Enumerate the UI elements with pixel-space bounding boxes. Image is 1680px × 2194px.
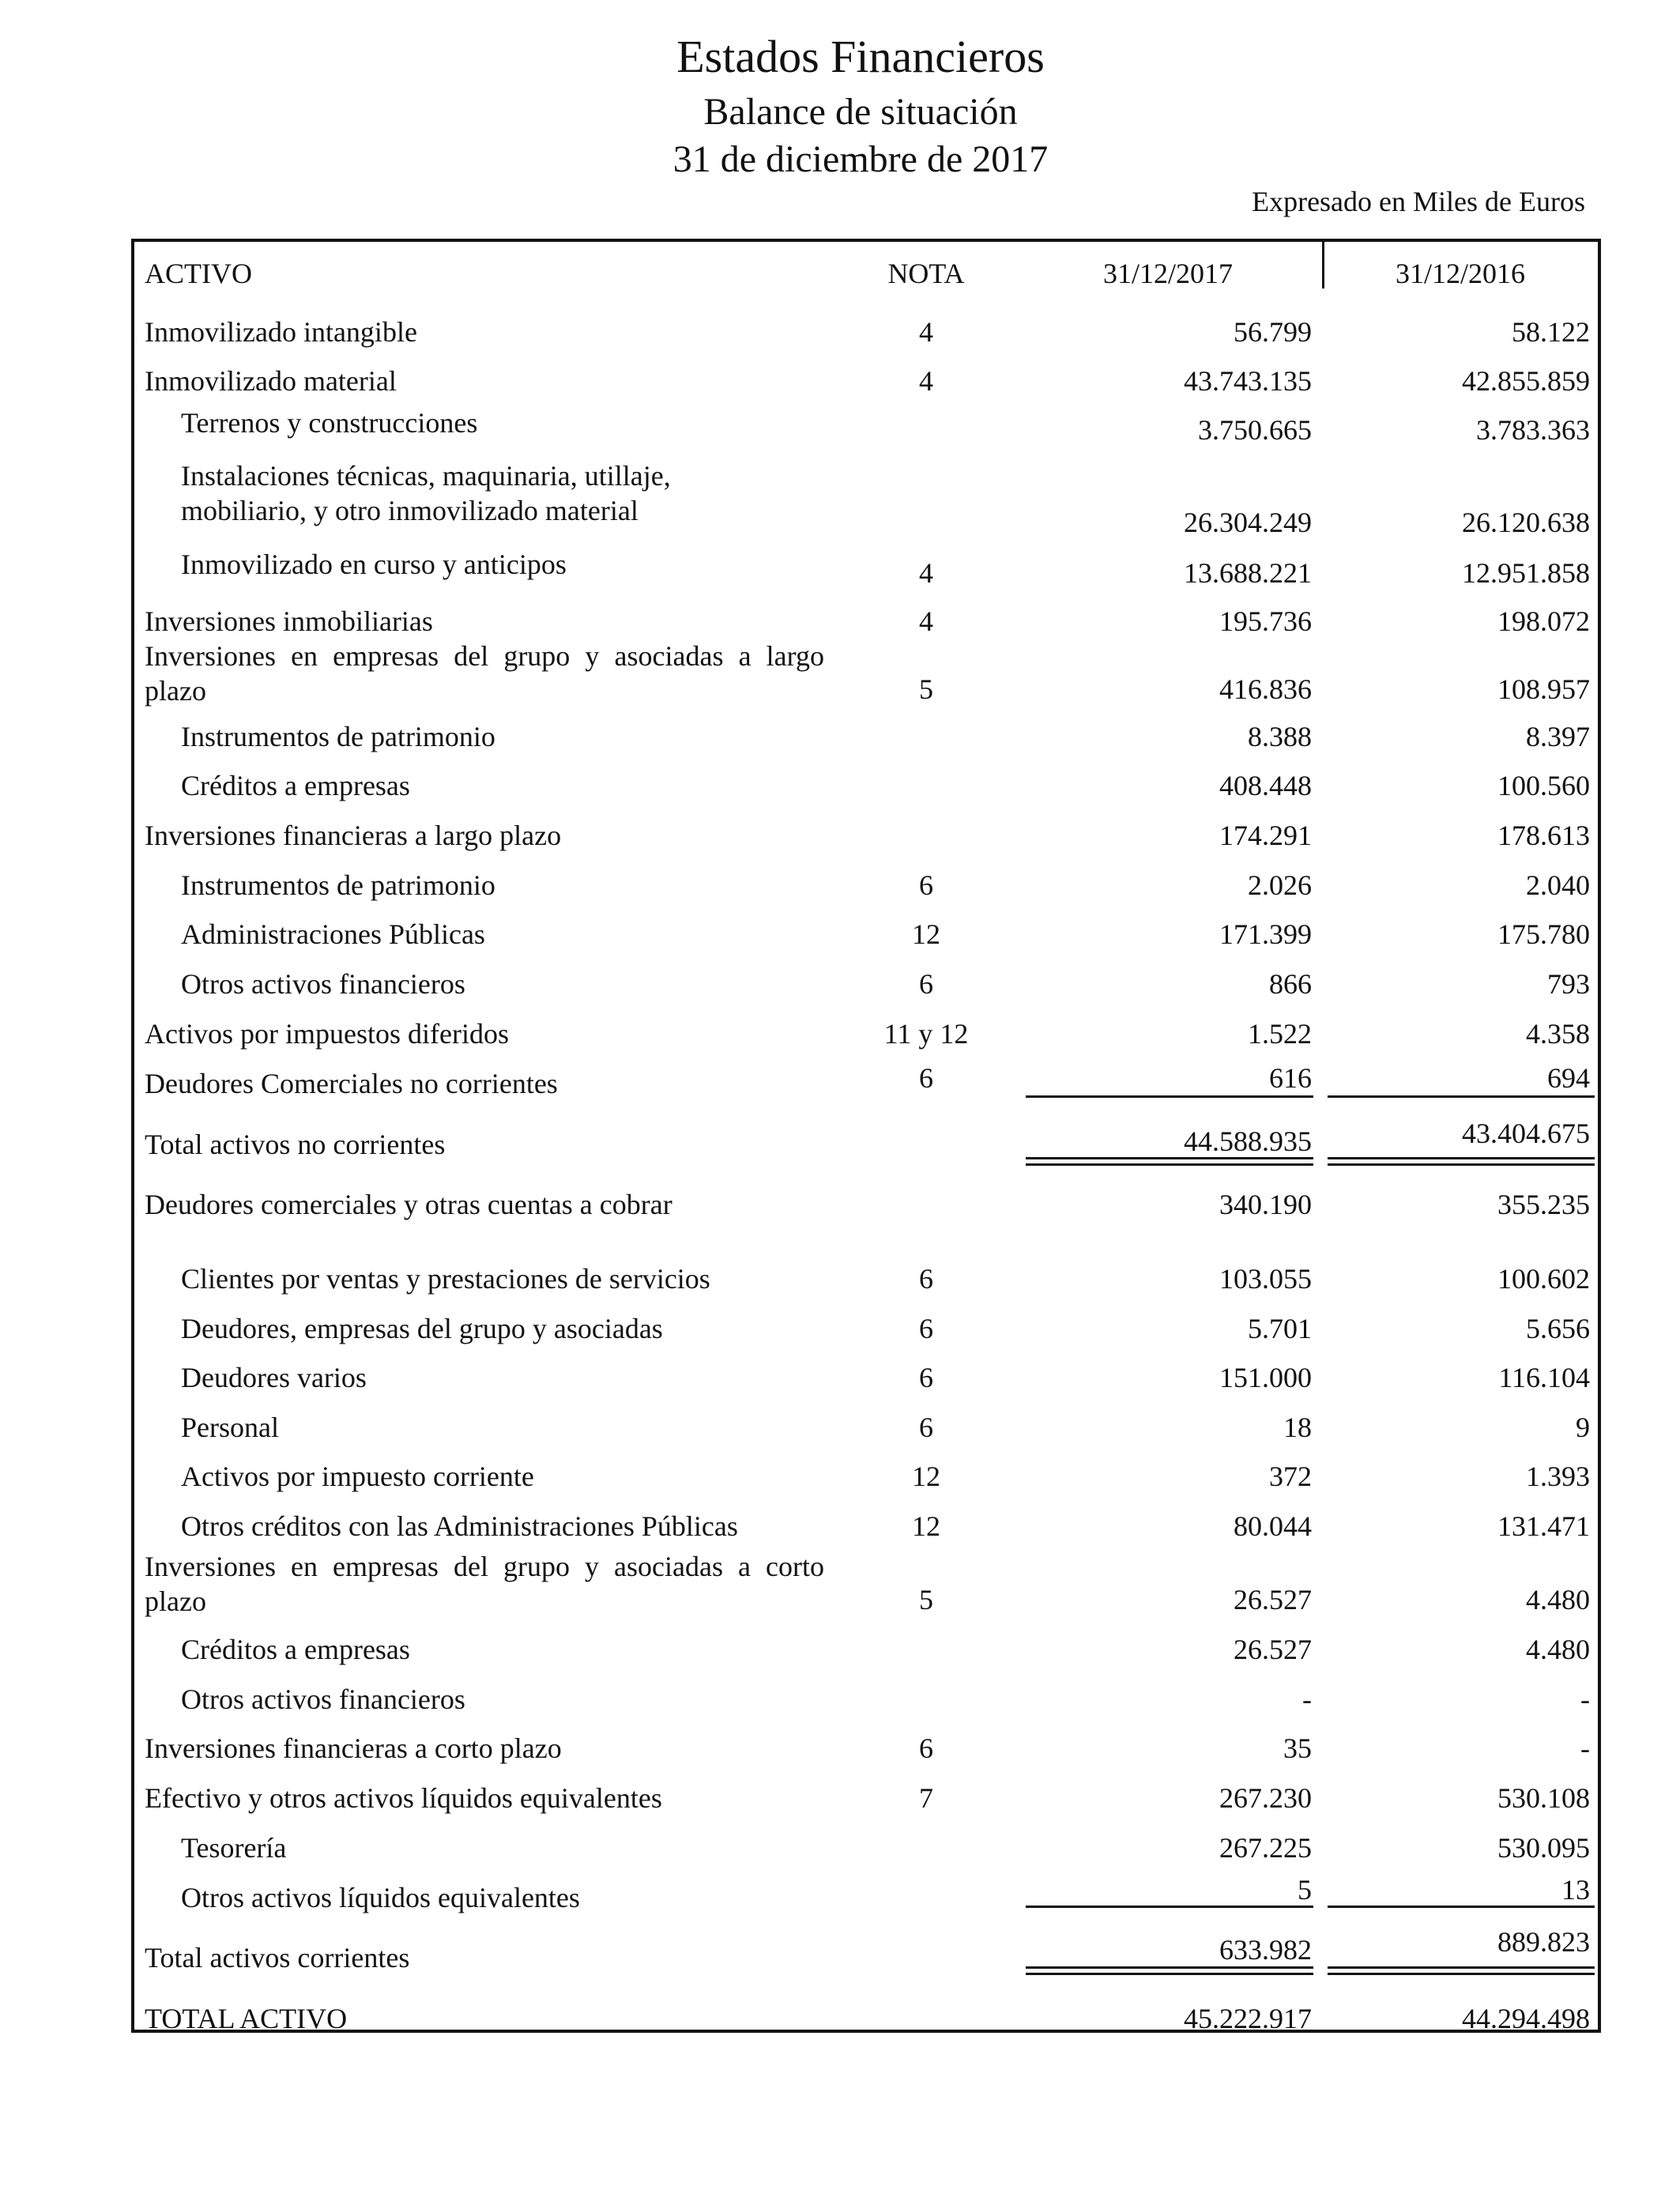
row-value-2016: 13 bbox=[1561, 1874, 1590, 1906]
row-value-2016: - bbox=[1580, 1683, 1590, 1715]
row-value-2017: 44.588.935 bbox=[1184, 1125, 1312, 1157]
row-value-2016: 3.783.363 bbox=[1476, 414, 1590, 446]
total-double-rule-2017 bbox=[1026, 1966, 1313, 1969]
document-date: 31 de diciembre de 2017 bbox=[672, 138, 1049, 180]
row-value-2016: 58.122 bbox=[1512, 316, 1590, 348]
document-title: Estados Financieros bbox=[676, 31, 1045, 82]
row-value-2017: - bbox=[1302, 1683, 1312, 1715]
row-label: Total activos no corrientes bbox=[145, 1129, 446, 1160]
row-nota: 6 bbox=[919, 1362, 933, 1393]
row-label: Otros activos financieros bbox=[181, 968, 465, 1000]
row-value-2017: 5.701 bbox=[1248, 1313, 1312, 1344]
row-label: Terrenos y construcciones bbox=[181, 407, 478, 439]
row-label: Instalaciones técnicas, maquinaria, utillaje, bbox=[181, 460, 671, 492]
row-nota: 12 bbox=[912, 918, 940, 950]
row-value-2017: 35 bbox=[1283, 1732, 1312, 1764]
row-value-2016: 8.397 bbox=[1526, 721, 1590, 752]
row-value-2016: 198.072 bbox=[1497, 605, 1590, 637]
total-double-rule-2017 bbox=[1026, 1157, 1313, 1159]
row-label: Personal bbox=[181, 1412, 279, 1443]
row-value-2017: 416.836 bbox=[1219, 673, 1312, 705]
row-label: Inversiones financieras a corto plazo bbox=[145, 1732, 562, 1764]
row-label: Inversiones en empresas del grupo y asociadas a largo plazo bbox=[145, 640, 824, 707]
row-value-2017: 267.230 bbox=[1219, 1782, 1312, 1814]
row-value-2017: 26.304.249 bbox=[1184, 507, 1312, 538]
row-nota: 4 bbox=[919, 557, 933, 589]
row-label: Tesorería bbox=[181, 1832, 287, 1864]
sum-rule-2016 bbox=[1328, 1906, 1595, 1908]
row-label: Clientes por ventas y prestaciones de servicios bbox=[181, 1263, 710, 1295]
row-value-2016: 889.823 bbox=[1497, 1926, 1590, 1958]
column-header-nota: NOTA bbox=[887, 258, 965, 289]
row-value-2017: 43.743.135 bbox=[1184, 365, 1312, 397]
row-value-2016: 26.120.638 bbox=[1462, 507, 1590, 538]
row-nota: 6 bbox=[919, 1062, 933, 1094]
row-nota: 6 bbox=[919, 1412, 933, 1443]
row-value-2017: 372 bbox=[1269, 1461, 1312, 1492]
row-label: Efectivo y otros activos líquidos equivalentes bbox=[145, 1782, 662, 1814]
row-value-2017: 45.222.917 bbox=[1184, 2003, 1312, 2034]
row-value-2016: 43.404.675 bbox=[1462, 1118, 1590, 1149]
row-nota: 4 bbox=[919, 365, 933, 397]
row-nota: 12 bbox=[912, 1510, 940, 1542]
row-label: Créditos a empresas bbox=[181, 1634, 410, 1665]
row-value-2017: 56.799 bbox=[1234, 316, 1312, 348]
row-label: Otros activos líquidos equivalentes bbox=[181, 1882, 580, 1913]
row-label: Instrumentos de patrimonio bbox=[181, 721, 495, 752]
row-value-2016: 530.095 bbox=[1497, 1832, 1590, 1864]
row-label: Activos por impuestos diferidos bbox=[145, 1018, 509, 1050]
total-double-rule-2016 bbox=[1328, 1163, 1595, 1166]
row-value-2016: 5.656 bbox=[1526, 1313, 1590, 1344]
row-nota: 11 y 12 bbox=[883, 1018, 969, 1050]
row-label: Instrumentos de patrimonio bbox=[181, 869, 495, 901]
row-value-2017: 80.044 bbox=[1234, 1510, 1312, 1542]
row-label: Activos por impuesto corriente bbox=[181, 1461, 534, 1492]
row-value-2017: 8.388 bbox=[1248, 721, 1312, 752]
row-nota: 7 bbox=[919, 1782, 933, 1814]
row-label: Otros activos financieros bbox=[181, 1683, 465, 1715]
row-nota: 5 bbox=[919, 673, 933, 705]
total-double-rule-2017 bbox=[1026, 1973, 1313, 1975]
row-value-2016: 694 bbox=[1547, 1062, 1590, 1094]
row-label: Créditos a empresas bbox=[181, 770, 410, 801]
row-nota: 5 bbox=[919, 1584, 933, 1615]
row-nota: 6 bbox=[919, 1313, 933, 1344]
column-header-activo: ACTIVO bbox=[145, 258, 252, 289]
column-header-2016: 31/12/2016 bbox=[1396, 258, 1526, 289]
row-nota: 12 bbox=[912, 1461, 940, 1492]
row-label: Inversiones financieras a largo plazo bbox=[145, 820, 562, 851]
total-double-rule-2016 bbox=[1328, 1157, 1595, 1159]
row-value-2016: 4.480 bbox=[1526, 1584, 1590, 1615]
row-value-2016: 131.471 bbox=[1497, 1510, 1590, 1542]
sum-rule-2017 bbox=[1026, 1095, 1313, 1098]
row-nota: 6 bbox=[919, 869, 933, 901]
total-double-rule-2016 bbox=[1328, 1973, 1595, 1975]
row-value-2017: 408.448 bbox=[1219, 770, 1312, 801]
row-label: Deudores comerciales y otras cuentas a cobrar bbox=[145, 1189, 672, 1220]
row-value-2016: - bbox=[1580, 1732, 1590, 1764]
row-nota: 4 bbox=[919, 605, 933, 637]
row-label: Inversiones inmobiliarias bbox=[145, 605, 433, 637]
row-value-2017: 195.736 bbox=[1219, 605, 1312, 637]
row-value-2016: 530.108 bbox=[1497, 1782, 1590, 1814]
row-label: Total activos corrientes bbox=[145, 1942, 410, 1973]
row-value-2016: 44.294.498 bbox=[1462, 2003, 1590, 2034]
row-value-2017: 1.522 bbox=[1248, 1018, 1312, 1050]
row-label: TOTAL ACTIVO bbox=[145, 2003, 348, 2034]
row-label: Inversiones en empresas del grupo y asociadas a corto plazo bbox=[145, 1551, 824, 1617]
row-label: Inmovilizado en curso y anticipos bbox=[181, 548, 567, 580]
row-value-2016: 116.104 bbox=[1498, 1362, 1590, 1393]
row-value-2017: 3.750.665 bbox=[1198, 414, 1312, 446]
sum-rule-2017 bbox=[1026, 1906, 1313, 1908]
row-nota: 4 bbox=[919, 316, 933, 348]
sum-rule-2016 bbox=[1328, 1095, 1595, 1098]
row-value-2017: 267.225 bbox=[1219, 1832, 1312, 1864]
header-column-divider bbox=[1322, 241, 1324, 288]
total-double-rule-2017 bbox=[1026, 1163, 1313, 1166]
row-value-2017: 633.982 bbox=[1219, 1934, 1312, 1966]
row-value-2016: 178.613 bbox=[1497, 820, 1590, 851]
row-value-2017: 171.399 bbox=[1219, 918, 1312, 950]
row-label-continued: mobiliario, y otro inmovilizado material bbox=[181, 495, 638, 526]
document-subtitle: Balance de situación bbox=[703, 91, 1018, 133]
column-header-2017: 31/12/2017 bbox=[1103, 258, 1234, 289]
row-value-2016: 108.957 bbox=[1497, 673, 1590, 705]
row-label: Administraciones Públicas bbox=[181, 918, 485, 950]
row-value-2017: 340.190 bbox=[1219, 1189, 1312, 1220]
row-value-2017: 151.000 bbox=[1219, 1362, 1312, 1393]
row-value-2016: 355.235 bbox=[1497, 1189, 1590, 1220]
row-value-2017: 616 bbox=[1269, 1062, 1312, 1094]
row-label: Deudores, empresas del grupo y asociadas bbox=[181, 1313, 663, 1344]
row-value-2017: 18 bbox=[1283, 1412, 1312, 1443]
row-value-2016: 42.855.859 bbox=[1462, 365, 1590, 397]
row-value-2016: 100.560 bbox=[1497, 770, 1590, 801]
row-value-2016: 1.393 bbox=[1526, 1461, 1590, 1492]
row-value-2016: 4.358 bbox=[1526, 1018, 1590, 1050]
row-label: Deudores varios bbox=[181, 1362, 367, 1393]
row-value-2016: 2.040 bbox=[1526, 869, 1590, 901]
units-note: Expresado en Miles de Euros bbox=[1252, 186, 1585, 217]
row-label: Inmovilizado material bbox=[145, 365, 397, 397]
row-nota: 6 bbox=[919, 968, 933, 1000]
row-value-2017: 26.527 bbox=[1234, 1634, 1312, 1665]
row-value-2017: 174.291 bbox=[1219, 820, 1312, 851]
row-nota: 6 bbox=[919, 1263, 933, 1295]
row-value-2017: 2.026 bbox=[1248, 869, 1312, 901]
row-value-2017: 26.527 bbox=[1234, 1584, 1312, 1615]
row-value-2016: 793 bbox=[1547, 968, 1590, 1000]
row-value-2016: 175.780 bbox=[1497, 918, 1590, 950]
row-value-2017: 103.055 bbox=[1219, 1263, 1312, 1295]
row-value-2016: 9 bbox=[1576, 1412, 1590, 1443]
row-value-2017: 5 bbox=[1298, 1874, 1312, 1906]
row-nota: 6 bbox=[919, 1732, 933, 1764]
row-label: Deudores Comerciales no corrientes bbox=[145, 1068, 558, 1099]
row-value-2016: 12.951.858 bbox=[1462, 557, 1590, 589]
row-label: Otros créditos con las Administraciones Públicas bbox=[181, 1510, 738, 1542]
row-value-2017: 13.688.221 bbox=[1184, 557, 1312, 589]
row-value-2016: 4.480 bbox=[1526, 1634, 1590, 1665]
row-label: Inmovilizado intangible bbox=[145, 316, 417, 348]
total-double-rule-2016 bbox=[1328, 1966, 1595, 1969]
row-value-2017: 866 bbox=[1269, 968, 1312, 1000]
row-value-2016: 100.602 bbox=[1497, 1263, 1590, 1295]
